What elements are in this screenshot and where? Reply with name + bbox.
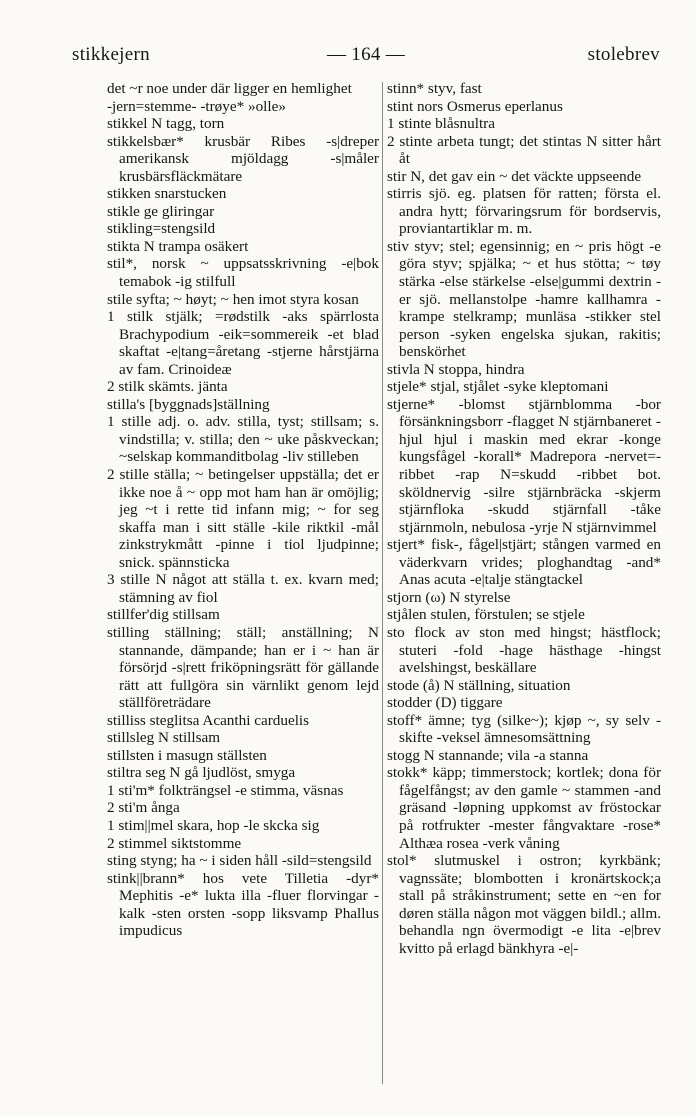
- dictionary-entry: 2 stille ställa; ~ betingelser uppställa; det er ikke noe å ~ opp mot ham han är omöjlig; jeg ~t i rette tid infann mig; ~ for seg skaffa man i sitt ställe -kile riktkil -mål zinkstrykmått -pinne i tiol ljudpinne; snick. spännsticka: [107, 466, 379, 571]
- dictionary-entry: stillsleg N stillsam: [107, 729, 221, 747]
- dictionary-entry: stode (å) N ställning, situation: [387, 676, 571, 694]
- dictionary-entry: stjerne* -blomst stjärnblomma -bor försänkningsborr -flagget N stjärnbaneret -hjul hjul i maskin med ekrar -konge kungsfågel -korall* Madrepora -nervet=-ribbet -rap N=skudd -ribbet bot. sköldnervig -silre stjärnbräcka -skjerm stjärnfloka -skudd stjärnfall -tåke stjärnmoln, nebulosa -yrje N stjärnvimmel: [387, 395, 661, 536]
- dictionary-entry: stikkelsbær* krusbär Ribes -s|dreper amerikansk mjöldagg -s|måler krusbärsfläckmätare: [107, 132, 379, 185]
- dictionary-entry: stjålen stulen, förstulen; se stjele: [387, 606, 585, 624]
- page-number: — 164 —: [326, 44, 406, 65]
- dictionary-entry: stilla's [byggnads]ställning: [107, 395, 270, 413]
- dictionary-entry: stillsten i masugn ställsten: [107, 746, 267, 764]
- dictionary-entry: stilliss steglitsa Acanthi carduelis: [107, 711, 310, 729]
- dictionary-entry: stjele* stjal, stjålet -syke kleptomani: [387, 378, 609, 396]
- dictionary-entry: stir N, det gav ein ~ det väckte uppseende: [387, 167, 642, 185]
- dictionary-entry: stodder (D) tiggare: [387, 694, 503, 712]
- dictionary-entry: stil*, norsk ~ uppsatsskrivning -e|bok temabok -ig stilfull: [107, 255, 379, 291]
- dictionary-entry: stjert* fisk-, fågel|stjärt; stången varmed en väderkvarn vrides; ploghandtag -and* Anas acuta -e|talje stängtackel: [387, 536, 661, 589]
- dictionary-entry: stint nors Osmerus eperlanus: [387, 97, 563, 115]
- dictionary-entry: stol* slutmuskel i ostron; kyrkbänk; vagnssäte; blombotten i kronärtskock;a stall på stråkinstrument; sette en ~en for døren ställa någon mot väggen bildl.; allm. behandla ngn övermodigt -e lita -e|brev kvitto på erlagd bänkhyra -e|-: [387, 852, 661, 957]
- dictionary-entry: sting styng; ha ~ i siden håll -sild=stengsild: [107, 852, 372, 870]
- dictionary-entry: stivla N stoppa, hindra: [387, 360, 525, 378]
- dictionary-entry: stokk* käpp; timmerstock; kortlek; dona för fågelfångst; av den gamle ~ stammen -and gräsand -løpning uppkomst av fröstockar på rotfrukter -mester fångvaktare -rose* Althæa rosea -verk våning: [387, 764, 661, 852]
- dictionary-entry: stoff* ämne; tyg (silke~); kjøp ~, sy selv -skifte -veksel ämnesomsättning: [387, 711, 661, 747]
- dictionary-entry: stikling=stengsild: [107, 220, 216, 238]
- dictionary-entry: det ~r noe under där ligger en hemlighet: [107, 80, 352, 97]
- dictionary-entry: 1 stinte blåsnultra: [387, 115, 495, 133]
- dictionary-entry: stinn* styv, fast: [387, 80, 482, 97]
- dictionary-entry: 2 sti'm ånga: [107, 799, 180, 817]
- dictionary-entry: stiltra seg N gå ljudlöst, smyga: [107, 764, 296, 782]
- right-column: [387, 80, 661, 957]
- dictionary-entry: 1 sti'm* folkträngsel -e stimma, väsnas: [107, 781, 344, 799]
- dictionary-entry: 2 stinte arbeta tungt; det stintas N sitter hårt åt: [387, 132, 661, 168]
- header-guide-word-left: stikkejern: [72, 44, 150, 65]
- dictionary-entry: stilling ställning; ställ; anställning; N stannande, dämpande; han er i ~ han är försörjd -s|rett friköpningsrätt för gällande rätt att fullgöra sin värnlikt genom lejd ställföreträdare: [107, 623, 379, 712]
- dictionary-entry: stile syfta; ~ høyt; ~ hen imot styra kosan: [107, 290, 359, 308]
- column-divider: [382, 82, 383, 1084]
- dictionary-entry: stogg N stannande; vila -a stanna: [387, 746, 589, 764]
- page-header: [72, 44, 660, 70]
- dictionary-entry: stjorn (ω) N styrelse: [387, 588, 511, 606]
- dictionary-entry: 2 stimmel siktstomme: [107, 834, 242, 852]
- dictionary-entry: 1 stim||mel skara, hop -le skcka sig: [107, 816, 320, 834]
- dictionary-entry: stikken snarstucken: [107, 185, 227, 203]
- dictionary-entry: stikle ge gliringar: [107, 202, 215, 220]
- dictionary-entry: stirris sjö. eg. platsen för ratten; första el. andra hytt; förvaringsrum för bordservis, proviantartiklar m. m.: [387, 185, 661, 238]
- dictionary-entry: sto flock av ston med hingst; hästflock; stuteri -fold -hage hästhage -hingst avelshingst, beskällare: [387, 623, 661, 677]
- dictionary-entry: 1 stille adj. o. adv. stilla, tyst; stillsam; s. vindstilla; v. stilla; den ~ uke påskveckan; ~selskap kommanditbolag -liv stilleben: [107, 413, 379, 466]
- dictionary-entry: stiv styv; stel; egensinnig; en ~ pris högt -e göra styv; spjälka; ~ et hus stötta; ~ tøy stärka -else stärkelse -else|gummi dextrin -er sjö. mellanstolpe -hamre kallhamra -krampe stelkramp; munläsa -stikker stel person -syken engelska sjukan, rakitis; benskörhet: [387, 237, 661, 361]
- left-column: [107, 80, 379, 940]
- dictionary-entry: 3 stille N något att ställa t. ex. kvarn med; stämning av fiol: [107, 571, 379, 606]
- dictionary-entry: stikkel N tagg, torn: [107, 115, 225, 133]
- dictionary-entry: stillfer'dig stillsam: [107, 606, 220, 624]
- dictionary-entry: stink||brann* hos vete Tilletia -dyr* Mephitis -e* lukta illa -fluer florvingar -kalk -sten orsten -sopp liksvamp Phallus impudicus: [107, 869, 379, 940]
- header-guide-word-right: stolebrev: [587, 44, 660, 65]
- dictionary-entry: stikta N trampa osäkert: [107, 237, 249, 255]
- dictionary-entry: 2 stilk skämts. jänta: [107, 378, 228, 396]
- dictionary-entry: -jern=stemme- -trøye* »olle»: [107, 97, 286, 115]
- dictionary-entry: 1 stilk stjälk; =rødstilk -aks spärrlosta Brachypodium -eik=sommereik -et blad skaftat -e|tang=åretang -stjerne hårstjärna av fam. Crinoideæ: [107, 308, 379, 378]
